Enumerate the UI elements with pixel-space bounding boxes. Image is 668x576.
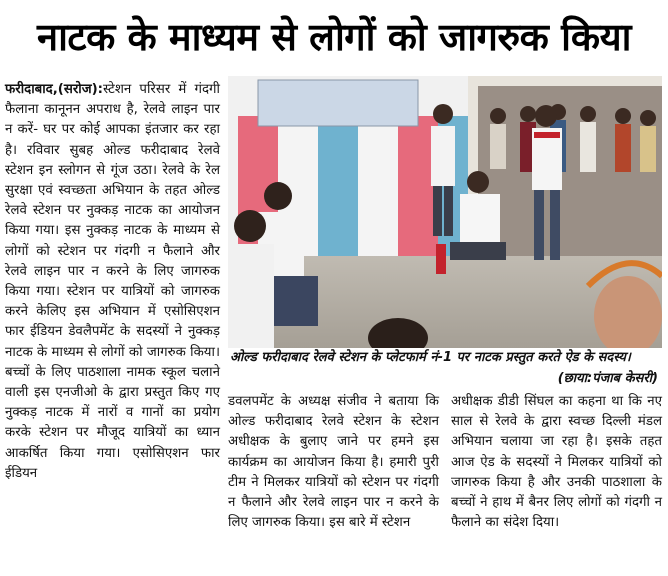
article-column-right: अधीक्षक डीडी सिंघल का कहना था कि नए साल से रेलवे के द्वारा स्वच्छ दिल्ली मंडल अभियान चलाया जा रहा है। इसके तहत आज ऐड के सदस्यों ने मिलकर यात्रियों को जागरुक किया है और उनकी पाठशाला के बच्चों ने हाथ में बैनर लिए लोगों को गंदगी न फैलाने का संदेश दिया। xyxy=(451,394,662,531)
caption-text: ओल्ड फरीदाबाद रेलवे स्टेशन के प्लेटफार्म नं-1 पर नाटक प्रस्तुत करते ऐड के सदस्य। xyxy=(230,350,631,365)
article-column-left xyxy=(5,80,220,484)
photo-banner xyxy=(258,80,418,126)
article-headline: नाटक के माध्यम से लोगों को जागरुक किया xyxy=(37,15,631,59)
photo-credit: (छाया:पंजाब केसरी) xyxy=(557,371,658,386)
dateline: फरीदाबाद,(सरोज): xyxy=(5,82,103,97)
article-column-middle: डवलपमेंट के अध्यक्ष संजीव ने बताया कि ओल्ड फरीदाबाद रेलवे स्टेशन के स्टेशन अधीक्षक के बुलाए जाने पर हमने इस कार्यक्रम का आयोजन किया है। हमारी पुरी टीम ने मिलकर यात्रियों को स्टेशन पर गंदगी न फैलाने और रेलवे लाइन पार न करने के लिए जागरुक किया। इस बारे में स्टेशन xyxy=(228,394,439,531)
column-left-text: स्टेशन परिसर में गंदगी फैलाना कानूनन अपराध है, रेलवे लाइन पार न करें- घर पर कोई आपका इंतजार कर रहा है। रविवार सुबह ओल्ड फरीदाबाद रेलवे स्टेशन इन स्लोगन से गूंज उठा। रेलवे के रेल सुरक्षा एवं स्वच्छता अभियान के तहत ओल्ड रेलवे स्टेशन पर नुक्कड़ नाटक का आयोजन किया गया। इस नुक्कड़ नाटक के माध्यम से लोगों को स्टेशन पर गंदगी न फैलाने और रेलवे लाइन पार न करने के लिए जागरुक किया गया। स्टेशन पर यात्रियों को जागरुक करने केलिए इस अभियान में एसोसिएशन फार ईडियन डेवलैपमेंट के सदस्यों ने नुक्कड़ नाटक के माध्यम से लोगों को जागरुक किया। बच्चों के लिए पाठशाला नामक स्कूल चलाने वाली इस एनजीओ के द्वारा प्रस्तुत किए गए नुक्कड़ नाटक में नारों व गानों का प्रयोग करके स्टेशन पर मौजूद यात्रियों का ध्यान आकर्षित किया गया। एसोसिएशन फार ईडियन xyxy=(5,82,220,481)
article-photo xyxy=(228,76,662,348)
photo-caption xyxy=(228,348,662,388)
